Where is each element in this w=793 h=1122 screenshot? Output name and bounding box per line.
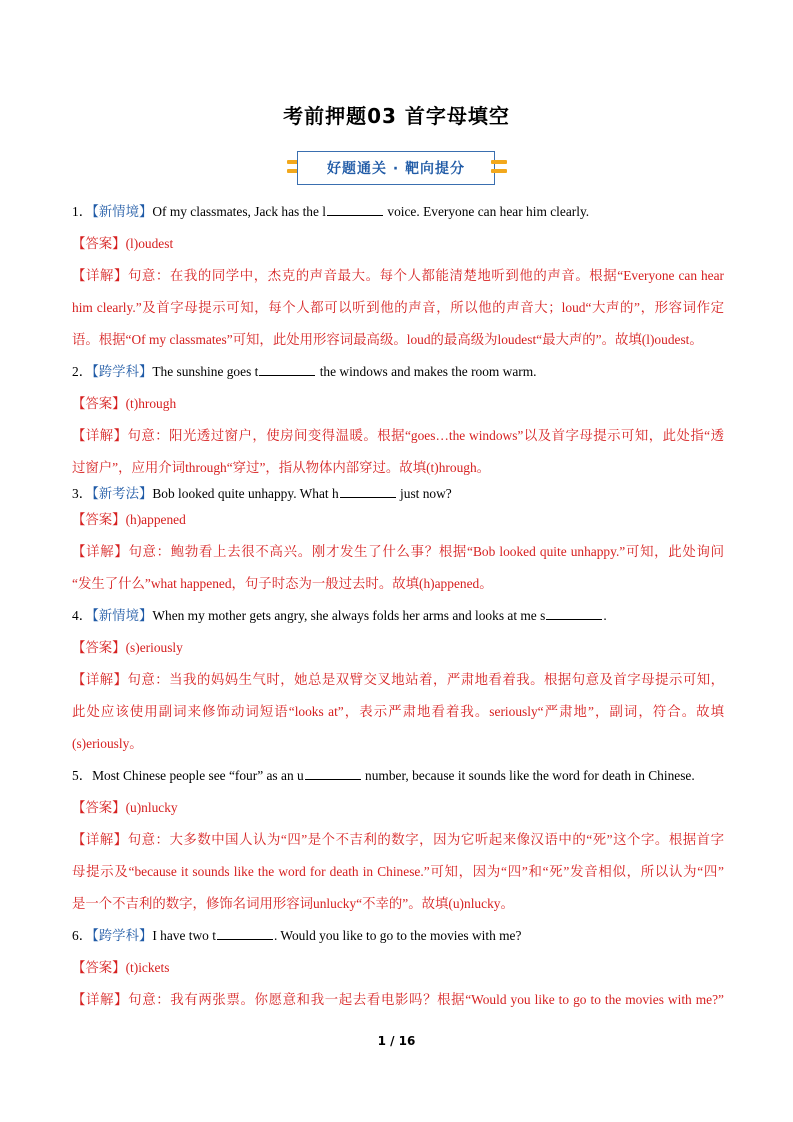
- question-tag: 【新情境】: [92, 608, 153, 623]
- detail-line: [72, 265, 724, 284]
- banner-label: 好题通关 · 靶向提分: [297, 151, 495, 185]
- detail-label: 【详解】: [72, 672, 128, 687]
- question-number: 6．: [72, 928, 93, 943]
- question-text: just now?: [396, 486, 452, 501]
- answer-label: 【答案】: [72, 960, 126, 975]
- question-line: [72, 483, 452, 502]
- question-tag: 【跨学科】: [92, 364, 153, 379]
- question-number: 3．: [72, 486, 93, 501]
- detail-line: [72, 701, 724, 720]
- detail-text: 句意：鲍勃看上去很不高兴。刚才发生了什么事？根据“Bob looked quite unhappy.”可知，此处询问: [128, 544, 725, 559]
- detail-line: [72, 573, 493, 592]
- question-number: 2．: [72, 364, 93, 379]
- detail-text: 句意：当我的妈妈生气时，她总是双臂交叉地站着，严肃地看着我。根据句意及首字母提示可知，: [127, 672, 724, 687]
- detail-text: (s)eriously。: [72, 736, 143, 751]
- answer-text: (h)appened: [125, 512, 186, 527]
- question-text: Bob looked quite unhappy. What h: [152, 486, 339, 501]
- answer-line: [72, 509, 186, 528]
- question-text: .: [603, 608, 607, 623]
- detail-text: 句意：大多数中国人认为“四”是个不吉利的数字，因为它听起来像汉语中的“死”这个字。根据首字: [127, 832, 724, 847]
- detail-text: 句意：在我的同学中，杰克的声音最大。每个人都能清楚地听到他的声音。根据“Everyone can hear: [127, 268, 725, 283]
- answer-label: 【答案】: [72, 800, 126, 815]
- detail-text: him clearly.”及首字母提示可知，每个人都可以听到他的声音，所以他的声音大；loud“大声的”，形容词作定: [72, 300, 724, 315]
- detail-line: [72, 733, 143, 752]
- detail-line: [72, 297, 724, 316]
- answer-text: (t)ickets: [125, 960, 170, 975]
- answer-blank: [340, 485, 396, 498]
- detail-label: 【详解】: [72, 544, 129, 559]
- detail-label: 【详解】: [72, 268, 128, 283]
- detail-line: [72, 669, 724, 688]
- page-number: 1 / 16: [377, 1034, 416, 1048]
- answer-label: 【答案】: [72, 396, 126, 411]
- answer-blank: [327, 203, 383, 216]
- detail-label: 【详解】: [72, 428, 128, 443]
- question-text: . Would you like to go to the movies with me?: [273, 928, 522, 943]
- section-banner: [287, 151, 507, 187]
- answer-line: [72, 393, 176, 412]
- question-text: The sunshine goes t: [152, 364, 259, 379]
- question-tag: 【新考法】: [92, 486, 153, 501]
- detail-line: [72, 989, 724, 1008]
- question-line: [72, 201, 589, 220]
- answer-blank: [305, 767, 361, 780]
- question-line: [72, 361, 537, 380]
- detail-line: [72, 829, 724, 848]
- detail-line: [72, 541, 724, 560]
- question-text: voice. Everyone can hear him clearly.: [384, 204, 590, 219]
- question-number: 5．: [72, 768, 93, 783]
- answer-line: [72, 797, 178, 816]
- answer-text: (l)oudest: [125, 236, 174, 251]
- detail-line: [72, 425, 724, 444]
- detail-text: 过窗户”，应用介词through“穿过”，指从物体内部穿过。故填(t)hrough。: [72, 460, 491, 475]
- detail-text: 是一个不吉利的数字，修饰名词用形容词unlucky“不幸的”。故填(u)nlucky。: [72, 896, 514, 911]
- question-text: number, because it sounds like the word for death in Chinese.: [361, 768, 695, 783]
- answer-text: (t)hrough: [125, 396, 177, 411]
- question-tag: 【跨学科】: [92, 928, 153, 943]
- answer-blank: [259, 363, 315, 376]
- question-tag: 【新情境】: [92, 204, 153, 219]
- detail-label: 【详解】: [72, 832, 128, 847]
- answer-line: [72, 957, 169, 976]
- question-line: [72, 925, 521, 944]
- question-text: Of my classmates, Jack has the l: [152, 204, 327, 219]
- question-line: [72, 605, 607, 624]
- banner-right-decoration: [491, 160, 507, 178]
- answer-text: (s)eriously: [125, 640, 183, 655]
- detail-line: [72, 457, 490, 476]
- detail-text: 母提示及“because it sounds like the word for death in Chinese.”可知，因为“四”和“死”发音相似，所以认为“四”: [72, 864, 724, 879]
- page-title: 考前押题03 首字母填空: [283, 104, 510, 128]
- question-text: I have two t: [152, 928, 216, 943]
- answer-label: 【答案】: [72, 640, 126, 655]
- detail-text: 句意：阳光透过窗户，使房间变得温暖。根据“goes…the windows”以及首字母提示可知，此处指“透: [127, 428, 725, 443]
- question-text: When my mother gets angry, she always folds her arms and looks at me s: [152, 608, 546, 623]
- question-number: 1．: [72, 204, 93, 219]
- answer-blank: [546, 607, 602, 620]
- detail-text: “发生了什么”what happened，句子时态为一般过去时。故填(h)appened。: [72, 576, 493, 591]
- detail-line: [72, 893, 514, 912]
- answer-text: (u)nlucky: [125, 800, 178, 815]
- detail-line: [72, 861, 724, 880]
- answer-line: [72, 233, 173, 252]
- detail-line: [72, 329, 703, 348]
- detail-text: 语。根据“Of my classmates”可知，此处用形容词最高级。loud的最高级为loudest“最大声的”。故填(l)oudest。: [72, 332, 703, 347]
- question-number: 4．: [72, 608, 93, 623]
- detail-label: 【详解】: [72, 992, 129, 1007]
- question-text: the windows and makes the room warm.: [316, 364, 537, 379]
- question-line: [72, 765, 695, 784]
- answer-blank: [217, 927, 273, 940]
- question-text: Most Chinese people see “four” as an u: [92, 768, 304, 783]
- answer-label: 【答案】: [72, 512, 126, 527]
- answer-line: [72, 637, 183, 656]
- detail-text: 句意：我有两张票。你愿意和我一起去看电影吗？根据“Would you like to go to the movies with me?”: [128, 992, 724, 1007]
- answer-label: 【答案】: [72, 236, 126, 251]
- detail-text: 此处应该使用副词来修饰动词短语“looks at”，表示严肃地看着我。seriously“严肃地”，副词，符合。故填: [72, 704, 724, 719]
